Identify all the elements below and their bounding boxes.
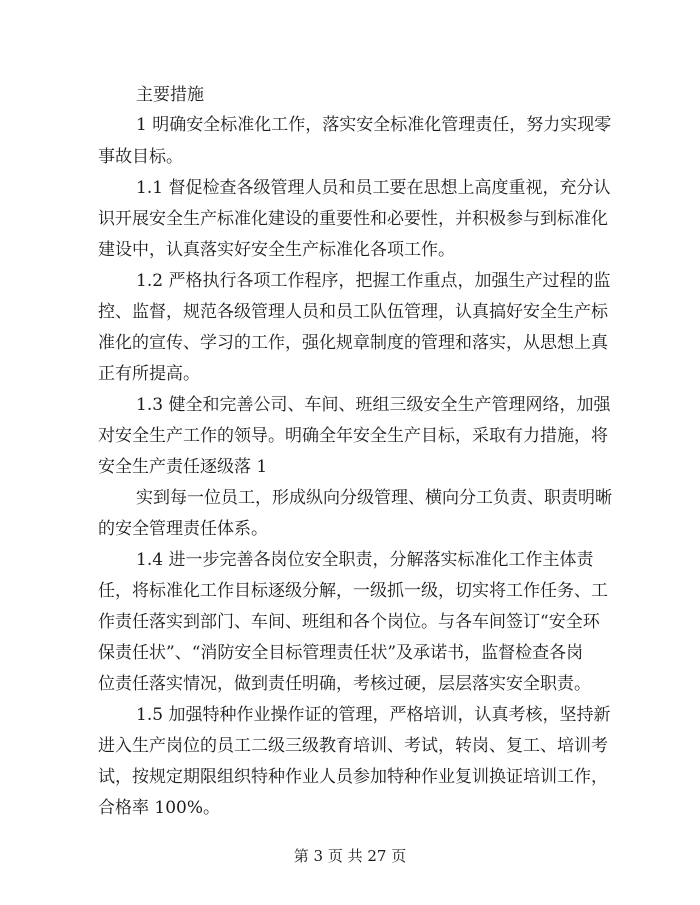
paragraph-line: 1 明确安全标准化工作，落实安全标准化管理责任，努力实现零 [136, 115, 612, 135]
paragraph-line: 安全生产责任逐级落 1 [98, 457, 268, 477]
paragraph-line: 事故目标。 [98, 147, 183, 167]
paragraph-line: 保责任状”、“消防安全目标管理责任状”及承诺书，监督检查各岗 [98, 643, 584, 663]
paragraph-line: 作责任落实到部门、车间、班组和各个岗位。与各车间签订“安全环 [98, 612, 600, 632]
section-heading [0, 80, 700, 110]
paragraph-line: 的安全管理责任体系。 [98, 519, 268, 539]
paragraph-line: 对安全生产工作的领导。明确全年安全生产目标，采取有力措施，将 [98, 426, 608, 446]
page-number-footer: 第 3 页 共 27 页 [293, 847, 407, 865]
paragraph-line: 识开展安全生产标准化建设的重要性和必要性，并积极参与到标准化 [98, 209, 608, 229]
paragraph-line: 试，按规定期限组织特种作业人员参加特种作业复训换证培训工作， [98, 767, 608, 787]
paragraph-line: 位责任落实情况，做到责任明确，考核过硬，层层落实安全职责。 [98, 674, 591, 694]
paragraph-line: 1.4 进一步完善各岗位安全职责，分解落实标准化工作主体责 [136, 550, 594, 570]
paragraph-line: 任，将标准化工作目标逐级分解，一级抓一级，切实将工作任务、工 [98, 581, 608, 601]
heading-text: 主要措施 [136, 85, 204, 105]
paragraph-line: 控、监督，规范各级管理人员和员工队伍管理，认真搞好安全生产标 [98, 302, 608, 322]
paragraph-line: 1.5 加强特种作业操作证的管理，严格培训，认真考核，坚持新 [136, 705, 611, 725]
paragraph-line: 实到每一位员工，形成纵向分级管理、横向分工负责、职责明晰 [136, 488, 612, 508]
paragraph-line: 正有所提高。 [98, 364, 200, 384]
paragraph-line: 进入生产岗位的员工二级三级教育培训、考试，转岗、复工、培训考 [98, 736, 608, 756]
paragraph-line: 1.3 健全和完善公司、车间、班组三级安全生产管理网络，加强 [136, 395, 611, 415]
paragraph-line: 合格率 100%。 [98, 798, 221, 818]
paragraph-line: 准化的宣传、学习的工作，强化规章制度的管理和落实，从思想上真 [98, 333, 608, 353]
paragraph-line: 建设中，认真落实好安全生产标准化各项工作。 [98, 240, 455, 260]
paragraph-line: 1.1 督促检查各级管理人员和员工要在思想上高度重视，充分认 [136, 178, 611, 198]
paragraph-line: 1.2 严格执行各项工作程序，把握工作重点，加强生产过程的监 [136, 271, 611, 291]
